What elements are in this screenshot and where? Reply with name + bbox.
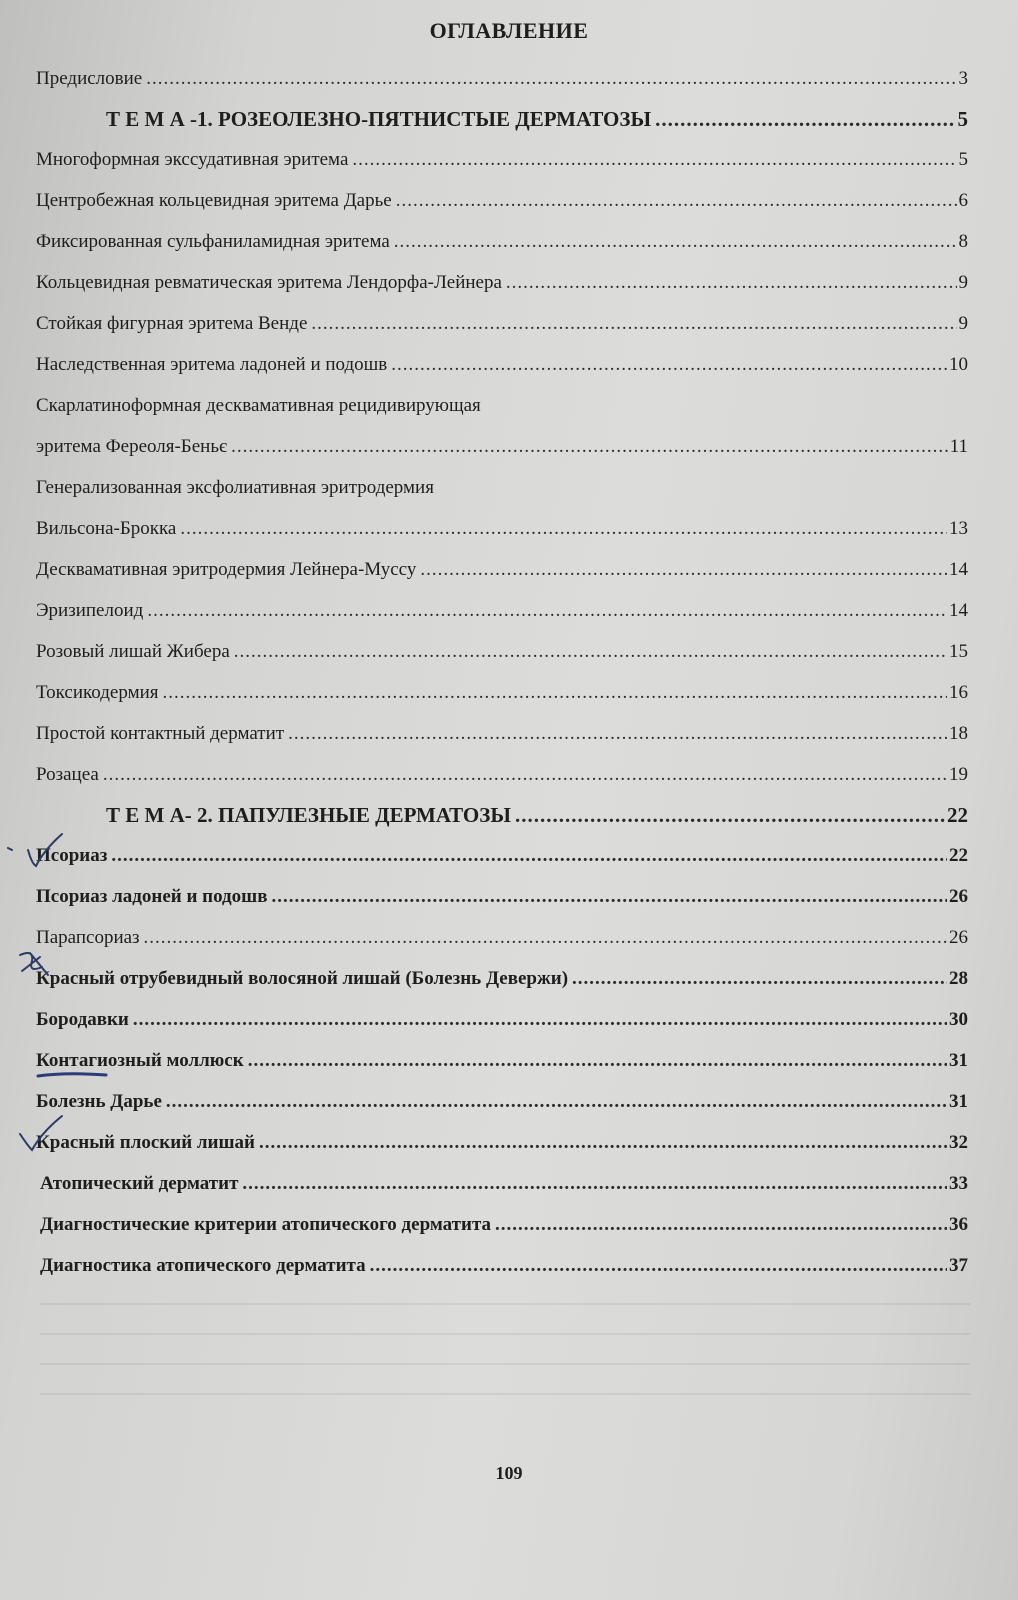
leader-dots (307, 309, 956, 339)
toc-entry (36, 882, 968, 912)
toc-entry-page: 36 (949, 1214, 968, 1235)
toc-entry-title: Псориаз ладоней и подошв (36, 886, 268, 907)
toc-entry-title: Эризипелоид (36, 600, 144, 621)
toc-entry-page: 32 (949, 1132, 968, 1153)
toc-entry (36, 309, 968, 339)
toc-entry-page: 11 (949, 436, 968, 457)
toc-entry (36, 514, 968, 544)
toc-entry-page: 8 (958, 231, 968, 252)
toc-entry (36, 678, 968, 708)
toc-entry (36, 227, 968, 257)
toc-entry-page: 15 (949, 641, 968, 662)
toc-entry (36, 841, 968, 871)
toc-entry-title: Простой контактный дерматит (36, 723, 285, 744)
toc-entry-page: 31 (949, 1091, 968, 1112)
toc-entry (36, 432, 968, 462)
leader-dots (267, 882, 947, 912)
toc-entry-title: Розацеа (36, 764, 99, 785)
toc-entry-page: 19 (949, 764, 968, 785)
toc-entry-page: 9 (958, 272, 968, 293)
toc-entry-title: Бородавки (36, 1009, 129, 1030)
toc-section-heading (106, 800, 968, 830)
leader-dots (491, 1210, 947, 1240)
toc-entry (36, 1046, 968, 1076)
page-title: ОГЛАВЛЕНИЕ (429, 18, 589, 43)
leader-dots (255, 1128, 947, 1158)
checkmark-icon (14, 1108, 74, 1158)
toc-entry-title: Кольцевидная ревматическая эритема Лендорфа-Лейнера (36, 272, 502, 293)
toc-entry-page: 13 (949, 518, 968, 539)
toc-entry-page: 37 (949, 1255, 968, 1276)
toc-entry-page: 6 (958, 190, 968, 211)
toc-entry-title: Многоформная экссудативная эритема (36, 149, 349, 170)
toc-entry (40, 1169, 968, 1199)
toc-entry (36, 923, 968, 953)
toc-entry (36, 719, 968, 749)
toc-entry (36, 1087, 968, 1117)
toc-entry-page: 22 (949, 845, 968, 866)
toc-entry-title: Токсикодермия (36, 682, 159, 703)
leader-dots (176, 514, 947, 544)
toc-entry-title: Парапсориаз (36, 927, 140, 948)
toc-entry-title: Т Е М А- 2. ПАПУЛЕЗНЫЕ ДЕРМАТОЗЫ (106, 803, 511, 827)
toc-entry-title: Диагностические критерии атопического дерматита (40, 1214, 492, 1235)
toc-entry-page: 18 (949, 723, 968, 744)
leader-dots (159, 678, 948, 708)
toc-entry-title: Фиксированная сульфаниламидная эритема (36, 231, 390, 252)
toc-entry-page: 22 (947, 803, 968, 827)
leader-dots (230, 637, 947, 667)
toc-entry (36, 637, 968, 667)
toc-entry (36, 186, 968, 216)
toc-entry (36, 145, 968, 175)
checkmark-icon (0, 820, 80, 880)
toc-entry-page: 28 (949, 968, 968, 989)
toc-entry (40, 1210, 968, 1240)
leader-dots (99, 760, 947, 790)
toc-entry-page: 5 (957, 107, 968, 131)
leader-dots (162, 1087, 947, 1117)
leader-dots (244, 1046, 947, 1076)
leader-dots (348, 145, 956, 175)
toc-entry-title: Десквамативная эритродермия Лейнера-Муссу (36, 559, 417, 580)
leader-dots (238, 1169, 947, 1199)
toc-entry-page: 9 (958, 313, 968, 334)
scribble-mark-icon (12, 945, 62, 985)
toc-entry-title: Болезнь Дарье (36, 1091, 162, 1112)
leader-dots (651, 104, 955, 134)
toc-entry-title: эритема Фереоля-Беньє (36, 436, 228, 457)
underline-mark-icon (36, 1070, 116, 1082)
toc-entry (36, 64, 968, 94)
toc-entry-title: Наследственная эритема ладоней и подошв (36, 354, 388, 375)
leader-dots (568, 964, 947, 994)
toc-entry (36, 350, 968, 380)
toc-entry-page: 30 (949, 1009, 968, 1030)
toc-entry (36, 1128, 968, 1158)
leader-dots (511, 800, 945, 830)
leader-dots (392, 186, 957, 216)
page-number: 109 (495, 1463, 523, 1483)
toc-entry-page: 5 (958, 149, 968, 170)
toc-entry (40, 1251, 968, 1281)
show-through-text (40, 1285, 970, 1415)
toc-entry-title: Красный плоский лишай (36, 1132, 255, 1153)
toc-entry (36, 555, 968, 585)
toc-entry-title: Стойкая фигурная эритема Венде (36, 313, 308, 334)
leader-dots (143, 596, 947, 626)
toc-entry (36, 596, 968, 626)
toc-entry-title-line: Генерализованная эксфолиативная эритродермия (36, 477, 434, 498)
toc-entry-title: Диагностика атопического дерматита (40, 1255, 366, 1276)
leader-dots (140, 923, 947, 953)
toc-entry (36, 1005, 968, 1035)
toc-entry-page: 31 (949, 1050, 968, 1071)
toc-entry (36, 964, 968, 994)
toc-entry-title: Контагиозный моллюск (36, 1050, 244, 1071)
toc-entry-page: 16 (949, 682, 968, 703)
leader-dots (284, 719, 947, 749)
toc-entry-title: Атопический дерматит (40, 1173, 239, 1194)
toc-entry (36, 268, 968, 298)
toc-entry-title-line: Скарлатиноформная десквамативная рецидивирующая (36, 395, 481, 416)
leader-dots (129, 1005, 947, 1035)
toc-entry-title: Предисловие (36, 68, 143, 89)
toc-entry-page: 14 (949, 600, 968, 621)
toc-entry-page: 3 (958, 68, 968, 89)
leader-dots (142, 64, 956, 94)
toc-entry-page: 14 (949, 559, 968, 580)
toc-entry-page: 10 (949, 354, 968, 375)
leader-dots (502, 268, 957, 298)
toc-entry-page: 33 (949, 1173, 968, 1194)
leader-dots (387, 350, 947, 380)
toc-entry-title: Розовый лишай Жибера (36, 641, 230, 662)
leader-dots (416, 555, 947, 585)
toc-entry-title: Красный отрубевидный волосяной лишай (Болезнь Девержи) (36, 968, 569, 989)
leader-dots (107, 841, 947, 871)
toc-entry-title: Центробежная кольцевидная эритема Дарье (36, 190, 392, 211)
toc-entry-title: Вильсона-Брокка (36, 518, 177, 539)
leader-dots (227, 432, 948, 462)
leader-dots (390, 227, 957, 257)
toc-entry (36, 760, 968, 790)
toc-entry-title: Псориаз (36, 845, 108, 866)
toc-section-heading (106, 104, 968, 134)
toc-entry-page: 26 (949, 927, 968, 948)
toc-entry-page: 26 (949, 886, 968, 907)
toc-entry-title: Т Е М А -1. РОЗЕОЛЕЗНО-ПЯТНИСТЫЕ ДЕРМАТОЗЫ (106, 107, 652, 131)
leader-dots (366, 1251, 947, 1281)
